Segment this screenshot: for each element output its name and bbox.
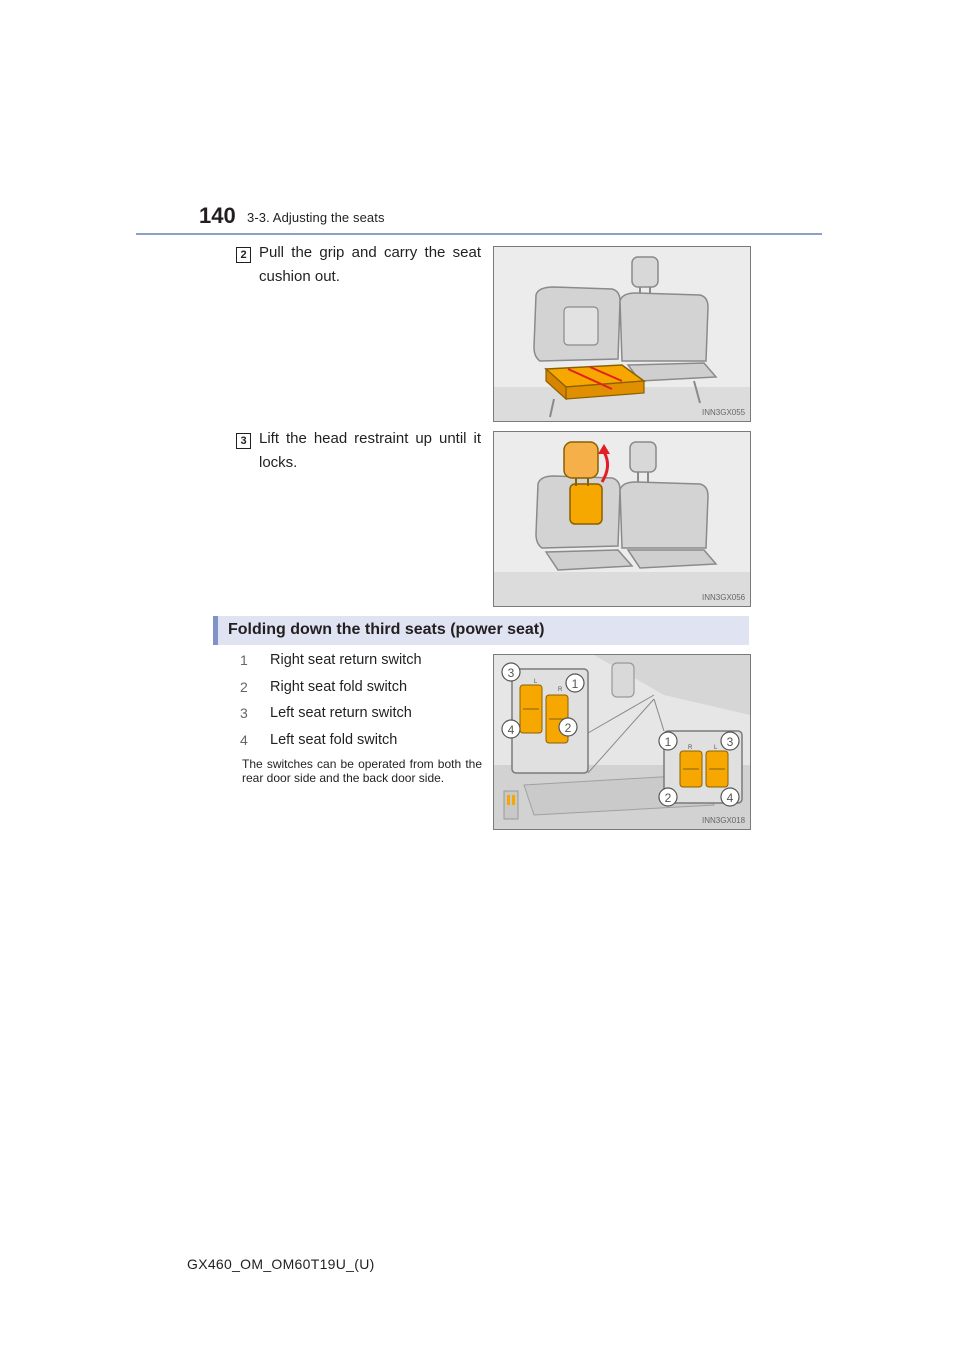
callout-2-bottom <box>659 788 677 806</box>
callout-4-bottom <box>721 788 739 806</box>
callout-1-bottom <box>659 732 677 750</box>
figure-head-restraint <box>493 431 751 607</box>
list-item-left-seat-fold: Left seat fold switch <box>270 732 398 748</box>
figure-code: INN3GX055 <box>702 408 746 417</box>
head-restraint-illustration <box>494 432 750 606</box>
list-item-left-seat-return: Left seat return switch <box>270 705 412 721</box>
header-rule <box>136 233 822 235</box>
list-number-4: 4 <box>240 732 248 748</box>
step-badge-3: 3 <box>236 433 251 449</box>
step-badge-2: 2 <box>236 247 251 263</box>
svg-text:2: 2 <box>564 721 572 735</box>
callout-3-top <box>502 663 520 681</box>
seat-cushion-illustration <box>494 247 750 421</box>
list-number-2: 2 <box>240 679 248 695</box>
section-heading-bar <box>213 616 749 645</box>
step-text-3: Lift the head restraint up until it locks. <box>259 430 481 471</box>
section-heading: Folding down the third seats (power seat) <box>228 621 545 638</box>
list-item-right-seat-fold: Right seat fold switch <box>270 679 408 695</box>
callout-2-top <box>559 718 577 736</box>
figure-code: INN3GX018 <box>702 816 746 825</box>
figure-seat-cushion <box>493 246 751 422</box>
step-text-2: Pull the grip and carry the seat cushion out. <box>259 244 481 285</box>
figure-power-seat-switches <box>493 654 751 830</box>
svg-text:4: 4 <box>507 723 515 737</box>
list-number-3: 3 <box>240 705 248 721</box>
panel-letter-right-2: R <box>688 745 693 751</box>
panel-letter-right: R <box>558 687 563 693</box>
callout-3-bottom <box>721 732 739 750</box>
svg-text:1: 1 <box>571 677 579 691</box>
power-seat-switch-illustration <box>494 655 750 829</box>
svg-text:3: 3 <box>726 735 734 749</box>
svg-text:2: 2 <box>664 791 672 805</box>
page-number: 140 <box>199 203 236 228</box>
panel-letter-left: L <box>534 679 538 685</box>
callout-4-top <box>502 720 520 738</box>
section-title: 3-3. Adjusting the seats <box>247 210 385 225</box>
svg-text:3: 3 <box>507 666 515 680</box>
svg-text:4: 4 <box>726 791 734 805</box>
callout-1-top <box>566 674 584 692</box>
switch-note: The switches can be operated from both the rear door side and the back door side. <box>242 757 482 785</box>
panel-letter-left-2: L <box>714 745 718 751</box>
list-number-1: 1 <box>240 652 248 668</box>
document-code-footer: GX460_OM_OM60T19U_(U) <box>187 1256 375 1272</box>
figure-code: INN3GX056 <box>702 593 746 602</box>
svg-text:1: 1 <box>664 735 672 749</box>
list-item-right-seat-return: Right seat return switch <box>270 652 422 668</box>
